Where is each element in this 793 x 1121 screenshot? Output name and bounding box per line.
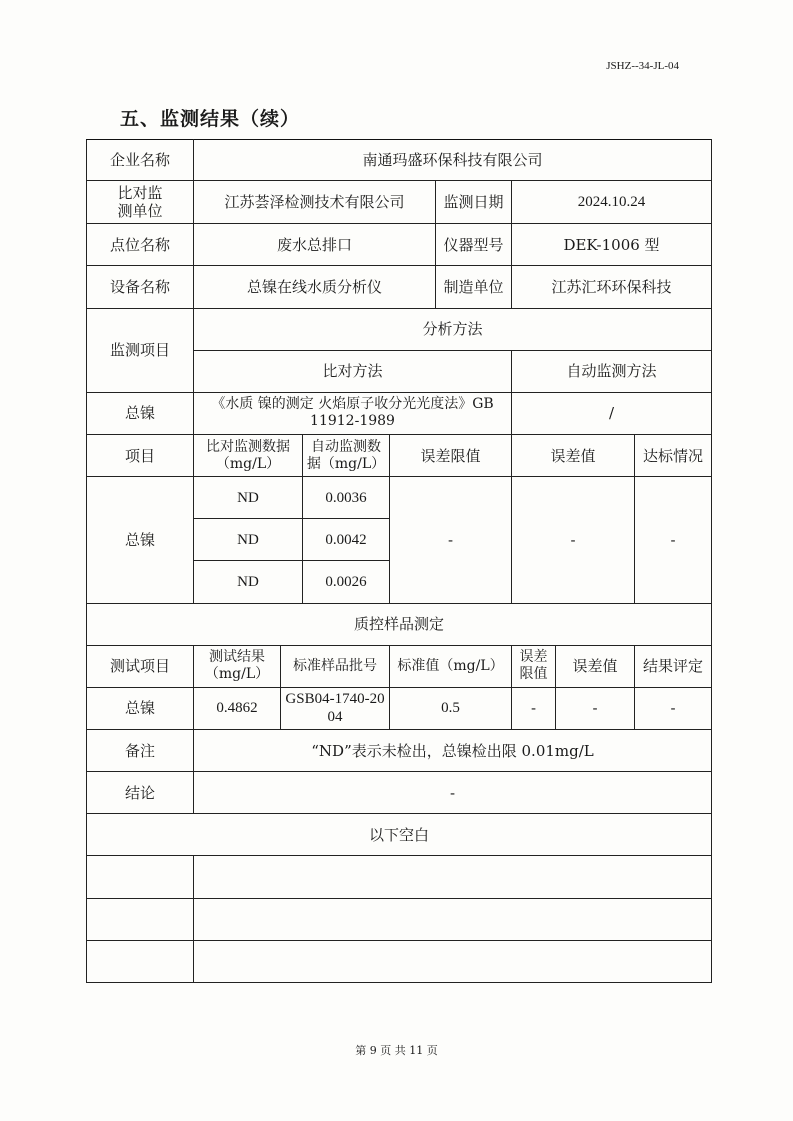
conclusion-label: 结论 [87,772,194,814]
qc-header-result: 测试结果（mg/L） [194,645,281,687]
qc-item: 总镍 [87,687,194,729]
document-code: JSHZ--34-JL-04 [606,60,679,72]
qc-header-item: 测试项目 [87,645,194,687]
qc-header-evaluation: 结果评定 [635,645,712,687]
qc-evaluation: - [635,687,712,729]
auto-method-label: 自动监测方法 [512,350,712,392]
conclusion-value: - [194,772,712,814]
qc-row [87,687,712,729]
monitoring-results-table [86,139,712,983]
auto-method-value: / [512,392,712,434]
qc-batch: GSB04-1740-2004 [281,687,390,729]
monitor-date-value: 2024.10.24 [512,181,712,224]
comparison-compare-value: ND [194,519,303,561]
monitor-item-label: 监测项目 [87,308,194,392]
qc-header-standard: 标准值（mg/L） [390,645,512,687]
comparison-auto-value: 0.0026 [303,561,390,603]
empty-row [87,940,712,982]
qc-error-limit: - [512,687,556,729]
point-label: 点位名称 [87,224,194,266]
comparison-auto-value: 0.0042 [303,519,390,561]
qc-header-batch: 标准样品批号 [281,645,390,687]
comparison-header-status: 达标情况 [635,434,712,476]
point-value: 废水总排口 [194,224,436,266]
qc-header-error-value: 误差值 [556,645,635,687]
blank-below-note: 以下空白 [87,814,712,856]
device-label: 设备名称 [87,266,194,308]
maker-label: 制造单位 [436,266,512,308]
maker-value: 江苏汇环环保科技 [512,266,712,308]
qc-result: 0.4862 [194,687,281,729]
comparison-row [87,477,712,519]
instrument-value: DEK-1006 型 [512,224,712,266]
comparison-header-compare-data: 比对监测数据（mg/L） [194,434,303,476]
comparison-auto-value: 0.0036 [303,477,390,519]
remark-value: “ND”表示未检出，总镍检出限 0.01mg/L [194,729,712,771]
comparison-compare-value: ND [194,477,303,519]
method-item: 总镍 [87,392,194,434]
comparison-header-error-limit: 误差限值 [390,434,512,476]
qc-standard: 0.5 [390,687,512,729]
qc-header-error-limit: 误差限值 [512,645,556,687]
remark-label: 备注 [87,729,194,771]
comparison-compare-value: ND [194,561,303,603]
monitor-date-label: 监测日期 [436,181,512,224]
comparison-header-error-value: 误差值 [512,434,635,476]
compare-method-label: 比对方法 [194,350,512,392]
page-number: 第 9 页 共 11 页 [355,1044,438,1057]
qc-error-value: - [556,687,635,729]
comparison-header-item: 项目 [87,434,194,476]
comparison-error-value: - [512,477,635,603]
comparison-status: - [635,477,712,603]
analysis-method-label: 分析方法 [194,308,712,350]
compare-method-value: 《水质 镍的测定 火焰原子收分光光度法》GB 11912-1989 [194,392,512,434]
comparison-error-limit: - [390,477,512,603]
device-value: 总镍在线水质分析仪 [194,266,436,308]
empty-row [87,856,712,898]
qc-title: 质控样品测定 [87,603,712,645]
comparison-header-auto-data: 自动监测数据（mg/L） [303,434,390,476]
compare-unit-label: 比对监 测单位 [87,181,194,224]
comparison-item: 总镍 [87,477,194,603]
section-title: 五、监测结果（续） [120,108,301,130]
enterprise-value: 南通玛盛环保科技有限公司 [194,140,712,181]
enterprise-label: 企业名称 [87,140,194,181]
instrument-label: 仪器型号 [436,224,512,266]
compare-unit-value: 江苏荟泽检测技术有限公司 [194,181,436,224]
empty-row [87,898,712,940]
